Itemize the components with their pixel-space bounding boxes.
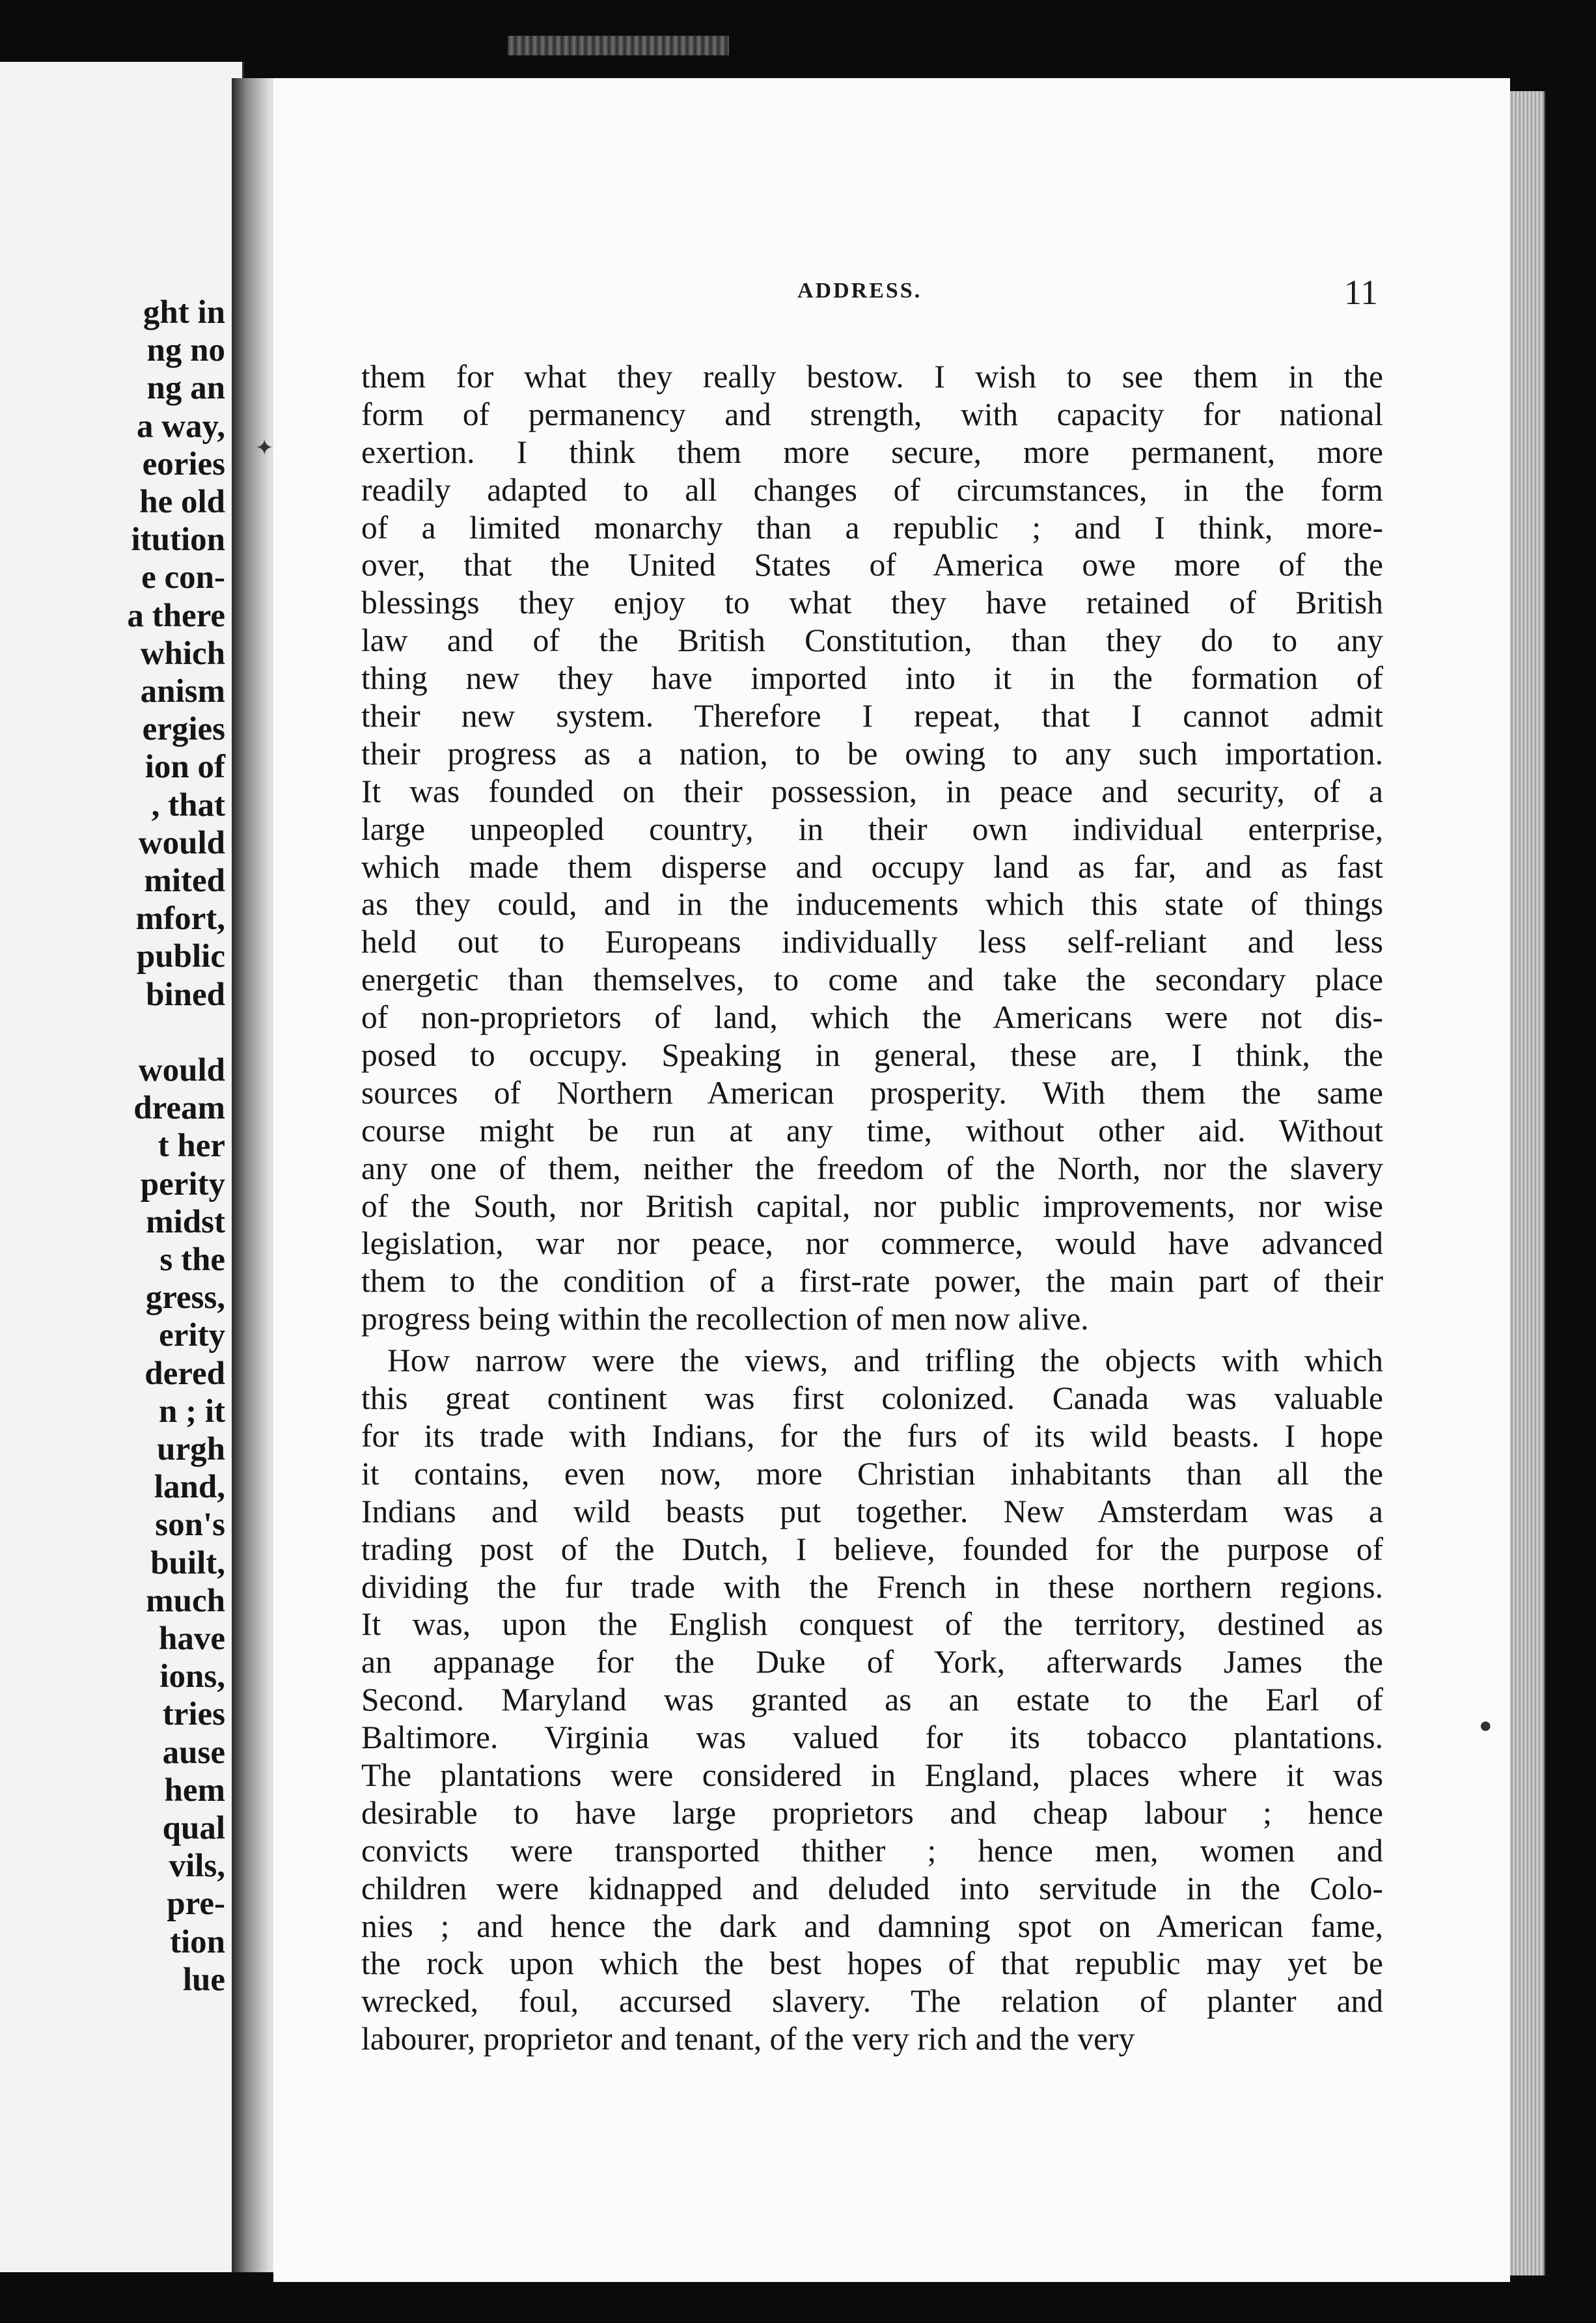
left-page-fragment: which [140,635,225,672]
left-page-fragment: ions, [159,1658,225,1695]
margin-mark: ● [1479,1714,1493,1738]
text-line: wrecked, foul, accursed slavery. The relation of planter and [361,1983,1383,2020]
text-line: Baltimore. Virginia was valued for its tobacco plantations. [361,1719,1383,1756]
left-page-fragment: , that [151,786,225,824]
left-page-fragment: tion [169,1923,225,1960]
text-line: course might be run at any time, without other aid. Without [361,1112,1383,1148]
left-page-fragment: ause [162,1734,225,1771]
left-page-fragment: ng an [146,370,225,407]
running-head: ADDRESS. [797,279,922,303]
left-page-fragment: would [138,824,225,861]
text-line: energetic than themselves, to come and take the secondary place [361,962,1383,998]
left-page-fragment: ion of [144,749,225,786]
left-page-fragment: son's [155,1507,225,1544]
text-line: law and of the British Constitution, than they do to any [361,622,1383,659]
text-line: Indians and wild beasts put together. New Amsterdam was a [361,1493,1383,1529]
text-line: readily adapted to all changes of circumstances, in the form [361,471,1383,508]
left-page-fragment: mited [144,863,225,899]
left-page-fragment: hem [164,1772,225,1809]
text-line: posed to occupy. Speaking in general, these are, I think, the [361,1037,1383,1074]
text-line: The plantations were considered in England, places where it was [361,1757,1383,1793]
left-page-fragment: itution [131,522,225,559]
left-page-fragment: n ; it [159,1393,225,1430]
text-line: sources of Northern American prosperity. With them the same [361,1074,1383,1111]
text-line: of a limited monarchy than a republic ; and I think, more- [361,509,1383,546]
left-page-fragment: public [136,938,225,975]
text-line: of the South, nor British capital, nor public improvements, nor wise [361,1188,1383,1224]
text-line: blessings they enjoy to what they have retained of British [361,585,1383,621]
left-page-fragment: eories [142,445,225,482]
left-page-fragment: gress, [145,1279,225,1316]
left-page-fragment: would [138,1052,225,1089]
text-line: exertion. I think them more secure, more permanent, more [361,434,1383,470]
left-page-fragment: lue [182,1961,225,1998]
text-line: It was, upon the English conquest of the territory, destined as [361,1606,1383,1643]
left-page-fragment: dered [144,1355,225,1392]
left-page-fragment: vils, [169,1848,225,1885]
text-line: held out to Europeans individually less self-reliant and less [361,924,1383,960]
top-page-edge [508,36,729,55]
page-number: 11 [1344,273,1378,312]
left-page-fragment: anism [140,673,225,710]
left-page-fragment: a there [127,597,225,634]
text-line: How narrow were the views, and trifling the objects with which [387,1342,1383,1379]
text-line: children were kidnapped and deluded into servitude in the Colo- [361,1870,1383,1906]
text-line: dividing the fur trade with the French in these northern regions. [361,1568,1383,1605]
left-page-fragment: mfort, [135,900,225,938]
left-page-fragment: urgh [157,1431,225,1468]
page-edges [1510,91,1545,2275]
left-page-fragment: bined [146,976,225,1013]
left-page-fragment: much [146,1582,225,1619]
text-line: the rock upon which the best hopes of that republic may yet be [361,1945,1383,1982]
text-line: legislation, war nor peace, nor commerce, would have advanced [361,1225,1383,1262]
text-line: desirable to have large proprietors and cheap labour ; hence [361,1794,1383,1831]
left-page-fragment: a way, [136,408,225,445]
left-page-fragment: t her [158,1128,225,1165]
left-page-fragment: have [159,1621,225,1657]
body-text [361,358,1383,2058]
text-line: It was founded on their possession, in peace and security, of a [361,773,1383,809]
text-line: of non-proprietors of land, which the Americans were not dis- [361,999,1383,1036]
text-line: their new system. Therefore I repeat, that I cannot admit [361,698,1383,734]
text-line: this great continent was first colonized. Canada was valuable [361,1380,1383,1417]
text-line: form of permanency and strength, with capacity for national [361,396,1383,432]
text-line: Second. Maryland was granted as an estate to the Earl of [361,1682,1383,1718]
left-page-fragment: e con- [141,559,225,596]
left-page-fragment: pre- [167,1885,225,1923]
text-line: trading post of the Dutch, I believe, founded for the purpose of [361,1531,1383,1567]
text-line: thing new they have imported into it in the formation of [361,660,1383,697]
text-line: over, that the United States of America owe more of the [361,547,1383,583]
text-line: their progress as a nation, to be owing to any such importation. [361,735,1383,772]
text-line: large unpeopled country, in their own individual enterprise, [361,811,1383,847]
left-page-fragment: he old [139,484,225,520]
left-page-fragment: land, [154,1469,225,1506]
text-line: an appanage for the Duke of York, afterwards James the [361,1644,1383,1680]
text-line: convicts were transported thither ; hence men, women and [361,1832,1383,1869]
margin-mark: ✦ [255,436,274,460]
left-page-fragment: ng no [146,332,225,369]
text-line: them for what they really bestow. I wish to see them in the [361,359,1383,395]
text-line: which made them disperse and occupy land as far, and as fast [361,848,1383,885]
text-line: nies ; and hence the dark and damning spot on American fame, [361,1908,1383,1944]
text-line: as they could, and in the inducements which this state of things [361,886,1383,923]
left-page-fragment: erity [159,1317,225,1354]
text-line: progress being within the recollection of men now alive. [361,1301,1089,1337]
left-page-fragment: perity [140,1165,225,1203]
left-page-fragment: midst [146,1203,225,1240]
text-line: for its trade with Indians, for the furs of its wild beasts. I hope [361,1417,1383,1454]
left-page-fragment: built, [150,1544,225,1581]
text-line: labourer, proprietor and tenant, of the very rich and the very [361,2021,1135,2057]
left-page-fragment: ergies [142,711,225,748]
text-line: it contains, even now, more Christian inhabitants than all the [361,1455,1383,1492]
left-page-fragment: qual [162,1810,225,1846]
left-page-fragment: tries [162,1696,225,1733]
left-page-fragment: dream [133,1090,225,1127]
text-line: any one of them, neither the freedom of the North, nor the slavery [361,1150,1383,1186]
left-page-fragment: s the [159,1242,225,1278]
text-line: them to the condition of a first-rate power, the main part of their [361,1263,1383,1300]
left-facing-page [0,62,244,2272]
left-page-fragment: ght in [143,294,225,331]
